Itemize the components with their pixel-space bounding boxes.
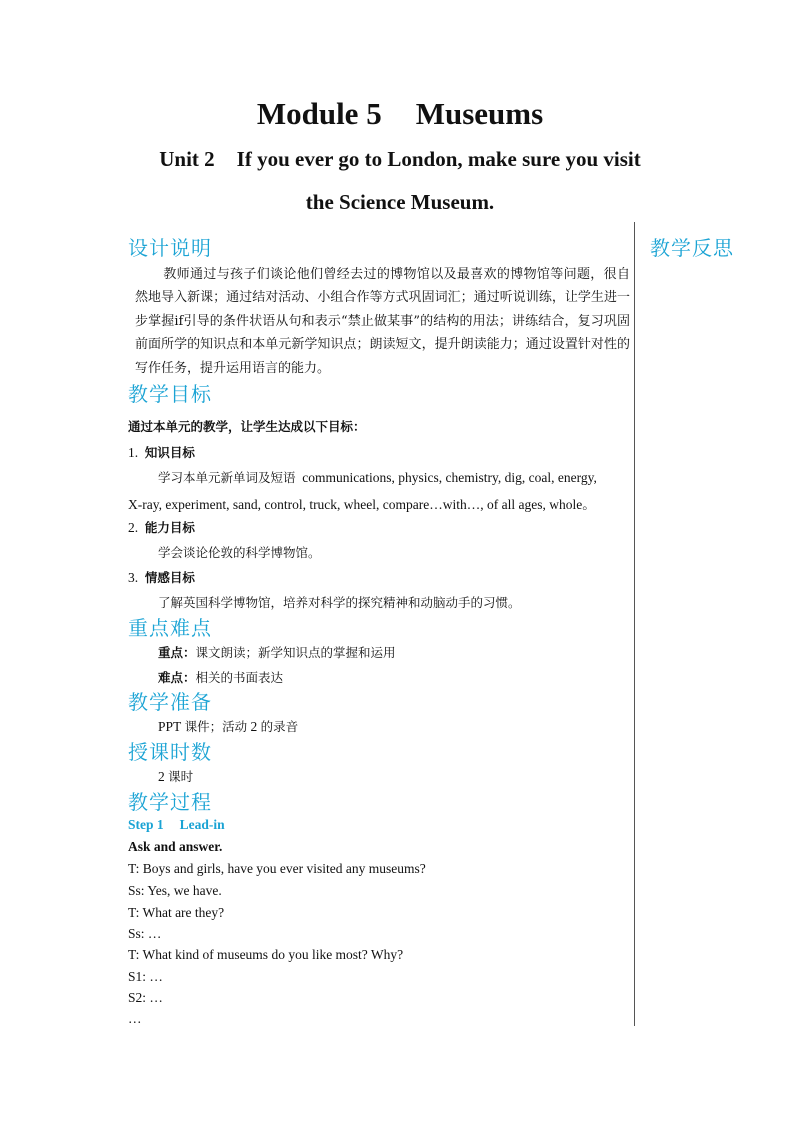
- process-heading: 教学过程: [128, 790, 212, 814]
- objective-3-text: 了解英国科学博物馆，培养对科学的探究精神和动脑动手的习惯。: [158, 595, 521, 610]
- module-title: Module 5 Museums: [256, 96, 544, 131]
- hours-heading: 授课时数: [128, 740, 212, 764]
- step-1-title: Step 1 Lead-in: [128, 817, 225, 832]
- activity-title: Ask and answer.: [128, 839, 223, 854]
- objective-1-text-line-2: X-ray, experiment, sand, control, truck, wheel, compare…with…, of all ages, whole。: [128, 497, 596, 512]
- dialogue-line: Ss: Yes, we have.: [128, 883, 222, 898]
- objectives-heading: 教学目标: [128, 382, 212, 406]
- column-divider: [634, 222, 635, 1026]
- dialogue-line: S1: …: [128, 969, 163, 984]
- objective-2-text: 学会谈论伦敦的科学博物馆。: [158, 545, 321, 560]
- dialogue-line: T: What kind of museums do you like most? Why?: [128, 947, 404, 962]
- dialogue-line: S2: …: [128, 990, 163, 1005]
- objective-1-title: 1. 知识目标: [128, 445, 195, 460]
- design-text: 教师通过与孩子们谈论他们曾经去过的博物馆以及最喜欢的博物馆等问题，很自然地导入新课；通过结对活动、小组合作等方式巩固词汇；通过听说训练，让学生进一步掌握if引导的条件状语从句和表示“禁止做某事”的结构的用法；讲练结合，复习巩固前面所学的知识点和本单元新学知识点；朗读短文，提升朗读能力；通过设置针对性的写作任务，提升运用语言的能力。: [135, 267, 630, 376]
- unit-title-line-1: Unit 2 If you ever go to London, make sure you visit: [159, 147, 641, 171]
- objective-2-title: 2. 能力目标: [128, 520, 195, 535]
- dialogue-line: …: [128, 1011, 142, 1026]
- objective-1-text-line-1: 学习本单元新单词及短语 communications, physics, chemistry, dig, coal, energy,: [158, 470, 597, 485]
- hours-text: 2 课时: [158, 769, 194, 784]
- key-points-heading: 重点难点: [128, 616, 212, 640]
- design-heading: 设计说明: [128, 236, 212, 260]
- dialogue-line: T: What are they?: [128, 905, 225, 920]
- key-point-line: 重点：课文朗读；新学知识点的掌握和运用: [158, 645, 396, 660]
- objectives-intro: 通过本单元的教学，让学生达成以下目标：: [128, 419, 366, 434]
- objective-3-title: 3. 情感目标: [128, 570, 195, 585]
- preparation-heading: 教学准备: [128, 690, 212, 714]
- preparation-text: PPT 课件；活动 2 的录音: [158, 719, 299, 734]
- dialogue-line: Ss: …: [128, 926, 162, 941]
- dialogue-line: T: Boys and girls, have you ever visited any museums?: [128, 861, 426, 876]
- difficult-point-line: 难点：相关的书面表达: [158, 670, 284, 685]
- reflection-heading: 教学反思: [650, 236, 734, 260]
- unit-title-line-2: the Science Museum.: [305, 190, 495, 214]
